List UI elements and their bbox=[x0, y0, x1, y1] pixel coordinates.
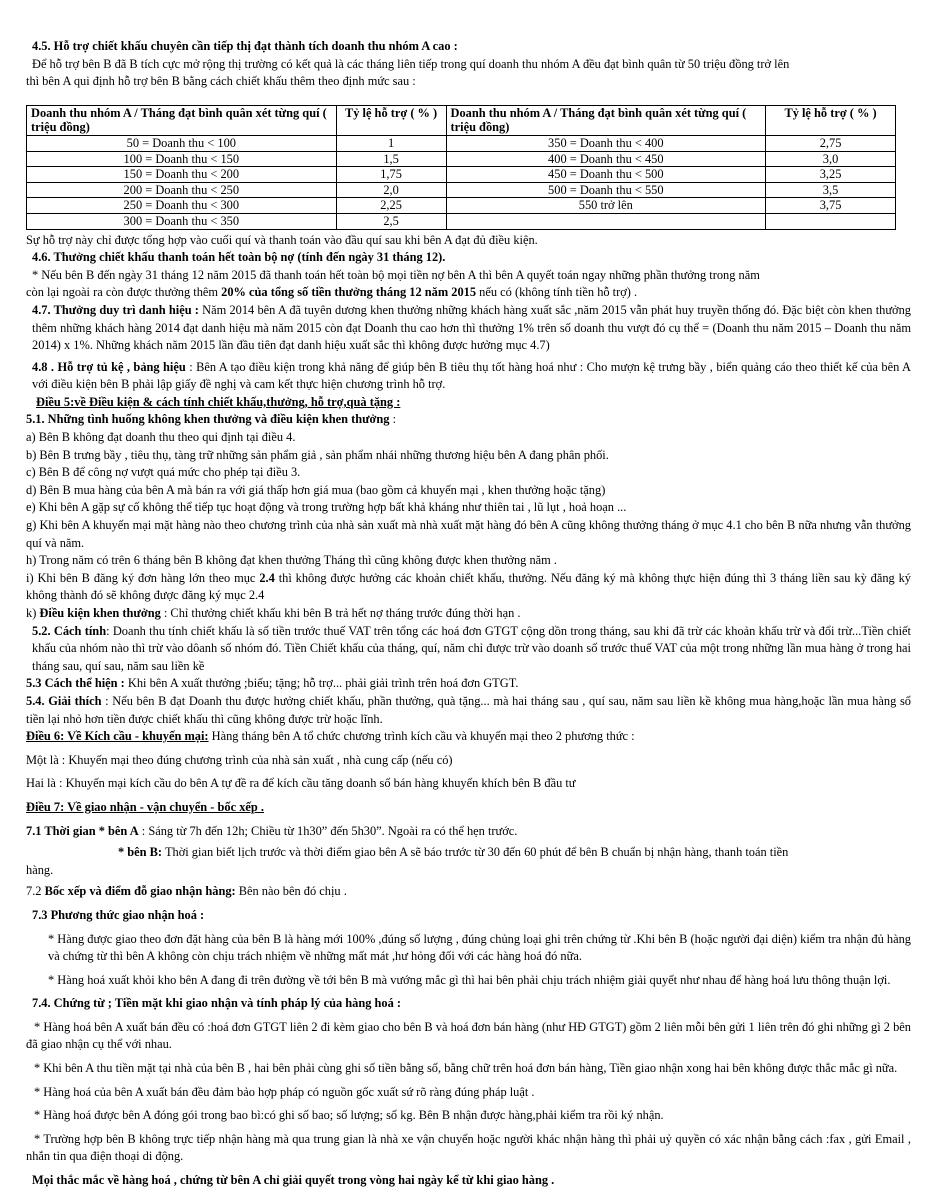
table-cell: 300 = Doanh thu < 350 bbox=[27, 213, 337, 229]
section-7-4-para3: * Hàng hoá của bên A xuất bán đều đảm bảo hợp pháp có nguồn gốc xuất sứ rõ ràng đúng pháp luật . bbox=[34, 1084, 535, 1099]
table-cell: 250 = Doanh thu < 300 bbox=[27, 198, 337, 214]
table-cell: 1 bbox=[336, 135, 446, 151]
section-7-3-para1: * Hàng được giao theo đơn đặt hàng của bên B là hàng mới 100% ,đúng số lượng , đúng chủng loại ghi trên chứng từ .Khi bên B (hoặc người đại diện) kiểm tra nhận đủ hàng và chứng từ thì bên A không còn chịu trách nhiệm về những mất mát ,hư hỏng đối với các hàng hoá đó nữa. bbox=[48, 931, 911, 964]
table-cell: 2,25 bbox=[336, 198, 446, 214]
table-cell: 100 = Doanh thu < 150 bbox=[27, 151, 337, 167]
section-7-1-heading: 7.1 Thời gian * bên A bbox=[26, 823, 139, 838]
section-4-5-line2: thì bên A qui định hỗ trợ bên B bằng cách chiết khấu thêm theo định mức sau : bbox=[26, 74, 416, 89]
list-item-i-text: i) Khi bên B đăng ký đơn hàng lớn theo mục bbox=[26, 570, 260, 585]
section-4-7-heading: 4.7. Thưởng duy trì danh hiệu : bbox=[32, 302, 199, 317]
article-6-item-two: Hai là : Khuyến mại kích cầu do bên A tự đề ra để kích cầu tăng doanh số bán hàng khuyến khích bên B đầu tư bbox=[26, 776, 576, 791]
table-header-rate-left: Tỷ lệ hỗ trợ ( % ) bbox=[336, 105, 446, 135]
list-item-k-text: : Chỉ thưởng chiết khấu khi bên B trả hết nợ tháng trước đúng thời hạn . bbox=[160, 606, 521, 620]
table-cell bbox=[446, 213, 766, 229]
table-cell: 3,0 bbox=[766, 151, 896, 167]
section-4-6-line1: * Nếu bên B đến ngày 31 tháng 12 năm 2015 đã thanh toán hết toàn bộ mọi tiền nợ bên A thì bên A quyết toán ngay những phần thưởng trong năm bbox=[32, 267, 760, 282]
list-item-b: b) Bên B trưng bầy , tiêu thụ, tàng trữ những sản phẩm giả , sản phẩm nhái những thương hiệu bên A đang phân phối. bbox=[26, 447, 609, 462]
section-7-3-para2: * Hàng hoá xuất khỏi kho bên A đang đi trên đường về tới bên B mà vướng mắc gì thì hai bên phải chịu trách nhiệm giải quyết như nhau để hàng hoá lưu thông thuận lợi. bbox=[48, 972, 891, 987]
list-item-h: h) Trong năm có trên 6 tháng bên B không đạt khen thưởng Tháng thì cũng không được khen thưởng năm . bbox=[26, 553, 558, 568]
section-7-1-b-heading: * bên B: bbox=[118, 845, 163, 860]
section-4-6-bold: 20% của tổng số tiền thưởng tháng 12 năm 2015 bbox=[221, 285, 477, 300]
section-7-2-heading: Bốc xếp và điểm đỗ giao nhận hàng: bbox=[44, 884, 236, 899]
section-5-4-heading: 5.4. Giải thích bbox=[26, 693, 102, 708]
section-7-2-text: Bên nào bên đó chịu . bbox=[235, 884, 347, 899]
section-7-4-heading: 7.4. Chứng từ ; Tiền mặt khi giao nhận và tính pháp lý của hàng hoá : bbox=[32, 996, 402, 1011]
section-7-1-b-text: Thời gian biết lịch trước và thời điểm giao bên A sẽ báo trước từ 30 đến 60 phút để bên B chuẩn bị nhận hàng, thanh toán tiền bbox=[162, 845, 789, 860]
table-cell: 2,5 bbox=[336, 213, 446, 229]
section-4-8-heading: 4.8 . Hỗ trợ tủ kệ , bảng hiệu bbox=[32, 359, 186, 374]
section-4-5-heading: 4.5. Hỗ trợ chiết khấu chuyên cần tiếp thị đạt thành tích doanh thu nhóm A cao : bbox=[32, 39, 458, 53]
list-item-i bbox=[26, 570, 911, 605]
table-cell: 2,75 bbox=[766, 135, 896, 151]
section-4-6-text-a: còn lại ngoài ra còn được thưởng thêm bbox=[26, 285, 222, 300]
list-item-c: c) Bên B để công nợ vượt quá mức cho phép tại điều 3. bbox=[26, 465, 301, 480]
final-note: Mọi thắc mắc về hàng hoá , chứng từ bên A chỉ giải quyết trong vòng hai ngày kể từ khi giao hàng . bbox=[32, 1173, 555, 1188]
table-cell: 3,5 bbox=[766, 182, 896, 198]
section-5-4 bbox=[26, 693, 911, 728]
section-4-6-text-c: nếu có (không tính tiền hỗ trợ) . bbox=[476, 285, 638, 300]
table-row bbox=[27, 151, 896, 167]
article-6-item-one: Một là : Khuyến mại theo đúng chương trình của nhà sản xuất , nhà cung cấp (nếu có) bbox=[26, 752, 453, 767]
table-cell: 3,75 bbox=[766, 198, 896, 214]
table-cell: 1,5 bbox=[336, 151, 446, 167]
section-7-1-text: : Sáng từ 7h đến 12h; Chiều từ 1h30” đến 5h30”. Ngoài ra có thể hẹn trước. bbox=[138, 823, 518, 838]
section-5-3-heading: 5.3 Cách thể hiện : bbox=[26, 676, 125, 691]
section-5-2 bbox=[26, 623, 911, 676]
article-5-heading: Điều 5:về Điều kiện & cách tính chiết khấu,thưởng, hỗ trợ,quà tặng : bbox=[36, 394, 401, 409]
support-rate-table bbox=[26, 105, 896, 230]
table-footnote: Sự hỗ trợ này chỉ được tổng hợp vào cuối quí và thanh toán vào đầu quí sau khi bên A đạt đủ điều kiện. bbox=[26, 232, 538, 247]
section-7-4-para2: * Khi bên A thu tiền mặt tại nhà của bên B , hai bên phải cùng ghi số tiền bằng số, bằng chữ trên hoá đơn bán hàng, Tiền giao nhận xong hai bên không được thắc mắc gì nữa. bbox=[34, 1061, 898, 1076]
list-item-i-text2: thì không được hưởng các khoản chiết khấu, thưởng. Nếu đăng ký mà không thực hiện đúng thì 3 tháng liền sau kỳ đăng ký không thành đó sẽ không được đăng ký mục 2.4 bbox=[26, 570, 911, 603]
document-page bbox=[26, 38, 911, 1190]
section-7-4-para1: * Hàng hoá bên A xuất bán đều có :hoá đơn GTGT liên 2 đi kèm giao cho bên B và hoá đơn bán hàng (như HĐ GTGT) gồm 2 liên mỗi bên gửi 1 liên trên đó ghi những gì 2 bên đã giao nhận cụ thể với nhau. bbox=[26, 1019, 911, 1052]
section-7-4-para4: * Hàng hoá được bên A đóng gói trong bao bì:có ghi số bao; số lượng; số kg. Bên B nhận được hàng,phải kiểm tra rồi ký nhận. bbox=[34, 1108, 664, 1123]
article-6-heading: Điều 6: Về Kích cầu - khuyến mại: bbox=[26, 729, 209, 744]
section-4-7 bbox=[26, 302, 911, 355]
table-header-revenue-right: Doanh thu nhóm A / Tháng đạt bình quân xét từng quí ( triệu đồng) bbox=[446, 105, 766, 135]
table-cell: 450 = Doanh thu < 500 bbox=[446, 167, 766, 183]
section-4-7-text: Năm 2014 bên A đã tuyên dương khen thưởng những khách hàng xuất sắc ,năm 2015 vẫn phát huy truyền thống đó. Đặc biệt còn khen thưởng thêm những khách hàng 2014 đạt danh hiệu mà năm 2015 còn đạt Doanh thu cao hơn thì thưởng 1% trên số doanh thu vượt đó cụ thể = (Doanh thu năm 2015 – Doanh thu năm 2014) x 1%. Những khách năm 2015 lần đầu tiên đạt danh hiệu xuất sắc thì không được hưởng mục 4.7) bbox=[32, 302, 911, 353]
table-header-revenue-left: Doanh thu nhóm A / Tháng đạt bình quân xét từng quí ( triệu đồng) bbox=[27, 105, 337, 135]
section-4-8 bbox=[26, 359, 911, 394]
table-cell bbox=[766, 213, 896, 229]
table-header-rate-right: Tỷ lệ hỗ trợ ( % ) bbox=[766, 105, 896, 135]
table-row bbox=[27, 135, 896, 151]
table-cell: 50 = Doanh thu < 100 bbox=[27, 135, 337, 151]
section-5-1 bbox=[26, 411, 911, 429]
table-cell: 200 = Doanh thu < 250 bbox=[27, 182, 337, 198]
list-item-g: g) Khi bên A khuyến mại mặt hàng nào theo chương trình của nhà sản xuất mà nhà xuất mặt hàng đó bên A cũng không thưởng tháng ở mục 4.1 cho bên B nữa nhưng vẫn thưởng quí và năm. bbox=[26, 518, 911, 550]
article-6 bbox=[26, 728, 911, 746]
table-cell: 500 = Doanh thu < 550 bbox=[446, 182, 766, 198]
section-7-3-heading: 7.3 Phương thức giao nhận hoá : bbox=[32, 907, 205, 922]
table-cell: 550 trở lên bbox=[446, 198, 766, 214]
list-item-k-prefix: k) bbox=[26, 606, 40, 620]
table-row bbox=[27, 213, 896, 229]
section-5-3-text: Khi bên A xuất thưởng ;biếu; tặng; hỗ trợ... phải giải trình trên hoá đơn GTGT. bbox=[124, 676, 519, 691]
section-7-2 bbox=[26, 883, 911, 901]
table-cell: 3,25 bbox=[766, 167, 896, 183]
section-7-4-para5: * Trường hợp bên B không trực tiếp nhận hàng mà qua trung gian là nhà xe vận chuyển hoặc người khác nhận hàng thì phải uỷ quyền có xác nhận bằng cách :fax , gửi Email , nhắn tin qua điện thoại di động. bbox=[26, 1131, 911, 1164]
list-item-k bbox=[26, 605, 911, 623]
table-cell: 400 = Doanh thu < 450 bbox=[446, 151, 766, 167]
article-7-heading: Điều 7: Về giao nhận - vận chuyển - bốc xếp . bbox=[26, 799, 264, 814]
section-5-2-heading: 5.2. Cách tính bbox=[32, 623, 107, 638]
section-4-6-heading: 4.6. Thưởng chiết khấu thanh toán hết toàn bộ nợ (tính đến ngày 31 tháng 12). bbox=[32, 250, 446, 265]
list-item-d: d) Bên B mua hàng của bên A mà bán ra với giá thấp hơn giá mua (bao gồm cả khuyến mại , khen thưởng hoặc tặng) bbox=[26, 482, 606, 497]
section-7-1-b bbox=[26, 844, 911, 862]
section-7-1 bbox=[26, 823, 911, 841]
table-cell: 150 = Doanh thu < 200 bbox=[27, 167, 337, 183]
table-row bbox=[27, 182, 896, 198]
section-5-4-text: : Nếu bên B đạt Doanh thu được hưởng chiết khấu, phần thưởng, quà tặng... mà hai tháng sau , quí sau, năm sau liền kề không mua hàng,hoặc lần mua hàng số tiền lại nhỏ hơn tiền được chiết khấu thì cũng không được trừ hoặc lĩnh. bbox=[26, 693, 911, 726]
list-item-i-ref: 2.4 bbox=[259, 570, 275, 585]
section-5-2-text: : Doanh thu tính chiết khấu là số tiền trước thuế VAT trên tổng các hoá đơn GTGT cộng dồn trong tháng, sau khi đã trừ các khoản khấu trừ và đổi trừ...Tiền chiết khấu của nhóm nào thì trừ vào dôanh số nhóm đó. Tiền Chiết khấu của tháng, quí, năm chỉ được trừ vào doanh số trước thuế VAT của một trong những lần mua hàng ở trong hai tháng sau, quí sau, năm sau liền kề bbox=[32, 623, 912, 673]
section-4-6-line2 bbox=[26, 284, 911, 302]
section-4-5-line1: Để hỗ trợ bên B đã B tích cực mở rộng thị trường có kết quả là các tháng liên tiếp trong quí doanh thu nhóm A đều đạt bình quân từ 50 triệu đồng trở lên bbox=[32, 56, 790, 71]
list-item-a: a) Bên B không đạt doanh thu theo qui định tại điều 4. bbox=[26, 430, 296, 445]
section-7-1-b-cont: hàng. bbox=[26, 862, 54, 877]
section-5-1-tail: : bbox=[389, 412, 397, 427]
list-item-k-heading: Điều kiện khen thưởng bbox=[39, 606, 161, 620]
table-header-row bbox=[27, 105, 896, 135]
article-6-text: Hàng tháng bên A tổ chức chương trình kích cầu và khuyến mại theo 2 phương thức : bbox=[208, 729, 635, 744]
section-7-2-number: 7.2 bbox=[26, 884, 45, 899]
section-5-3 bbox=[26, 675, 911, 693]
table-row bbox=[27, 198, 896, 214]
table-cell: 350 = Doanh thu < 400 bbox=[446, 135, 766, 151]
list-item-e: e) Khi bên A gặp sự cố không thể tiếp tục hoạt động và trong trường hợp bất khả kháng như thiên tai , lũ lụt , hoả hoạn ... bbox=[26, 500, 627, 515]
table-cell: 1,75 bbox=[336, 167, 446, 183]
table-row bbox=[27, 167, 896, 183]
table-cell: 2,0 bbox=[336, 182, 446, 198]
section-5-1-heading: 5.1. Những tình huống không khen thưởng và điều kiện khen thưởng bbox=[26, 412, 390, 427]
section-4-8-text: : Bên A tạo điều kiện trong khả năng để giúp bên B tiêu thụ tốt hàng hoá như : Cho mượn kệ trưng bầy , biển quảng cáo theo thiết kế của bên A với điều kiện bên B phải lập giấy đề nghị và cam kết thực hiện chương trình hỗ trợ. bbox=[32, 359, 911, 392]
